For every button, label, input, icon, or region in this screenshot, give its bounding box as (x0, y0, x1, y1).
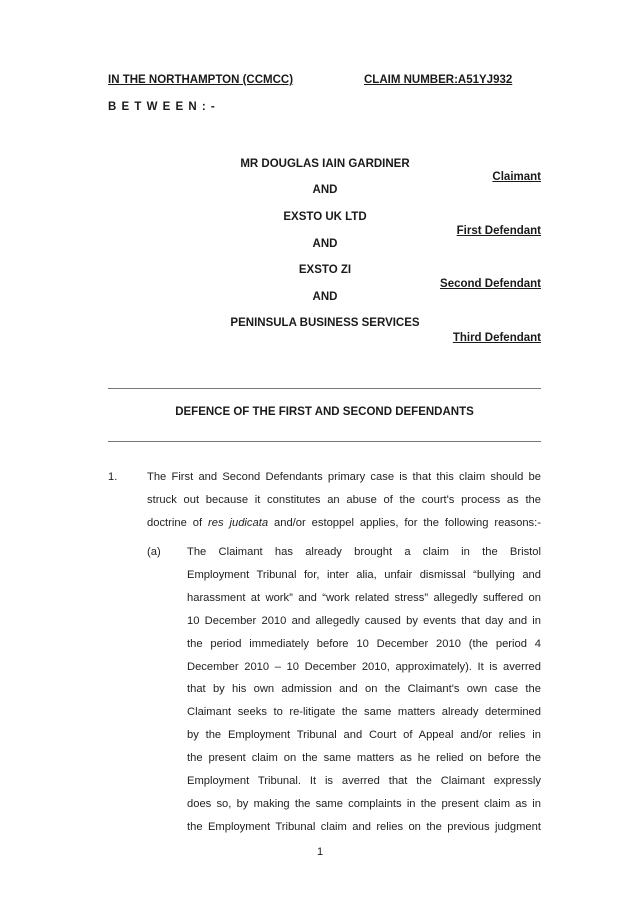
paragraph-1 (147, 466, 541, 535)
subparagraph-a-label: (a) (147, 546, 161, 558)
and-separator-3: AND (312, 291, 338, 303)
claimant-role: Claimant (492, 171, 541, 183)
paragraph-1-line-3 (147, 512, 541, 535)
claimant-name: MR DOUGLAS IAIN GARDINER (240, 158, 410, 170)
and-separator-2: AND (312, 238, 338, 250)
document-title: DEFENCE OF THE FIRST AND SECOND DEFENDANTS (175, 406, 474, 418)
claim-number: CLAIM NUMBER:A51YJ932 (364, 74, 513, 86)
and-separator-1: AND (312, 184, 338, 196)
paragraph-1-line-3-pre: doctrine of (147, 516, 209, 529)
title-top-rule (108, 388, 541, 389)
paragraph-1-line-2: struck out because it constitutes an abuse of the court's process as the (147, 493, 541, 506)
court-name: IN THE NORTHAMPTON (CCMCC) (108, 74, 294, 86)
subparagraph-a-line: harassment at work” and “work related stress” allegedly suffered on (187, 591, 541, 604)
subparagraph-a-line: that by his own admission and on the Claimant's own case the (187, 683, 541, 696)
page-number: 1 (316, 846, 324, 858)
title-bottom-rule (108, 441, 541, 442)
subparagraph-a-line: Employment Tribunal. It is averred that the Claimant expressly (187, 775, 541, 788)
first-defendant-name: EXSTO UK LTD (283, 211, 367, 223)
subparagraph-a-line: December 2010 – 10 December 2010, approximately). It is averred (187, 660, 541, 673)
third-defendant-name: PENINSULA BUSINESS SERVICES (230, 317, 420, 329)
paragraph-1-line-1: The First and Second Defendants primary case is that this claim should be (147, 471, 541, 483)
res-judicata-term: res judicata (208, 516, 269, 529)
subparagraph-a-line: 10 December 2010 and allegedly caused by events that day and in (187, 614, 541, 627)
between-heading: B E T W E E N : - (108, 101, 216, 113)
first-defendant-role: First Defendant (456, 225, 541, 237)
subparagraph-a (187, 541, 541, 839)
subparagraph-a-line: Employment Tribunal for, inter alia, unfair dismissal “bullying and (187, 568, 541, 581)
subparagraph-a-line: Claimant seeks to re-litigate the same matters already determined (187, 706, 541, 719)
third-defendant-role: Third Defendant (452, 332, 541, 344)
paragraph-1-line-3-post: and/or estoppel applies, for the following reasons:- (268, 516, 541, 529)
subparagraph-a-line: the Employment Tribunal claim and relies on the previous judgment (187, 820, 541, 833)
subparagraph-a-line: the period immediately before 10 December 2010 (the period 4 (187, 637, 541, 650)
second-defendant-name: EXSTO ZI (298, 264, 352, 276)
subparagraph-a-line: does so, by making the same complaints in the present claim as in (187, 797, 541, 810)
paragraph-1-number: 1. (108, 471, 118, 483)
second-defendant-role: Second Defendant (440, 278, 541, 290)
subparagraph-a-line: by the Employment Tribunal and Court of Appeal and/or relies in (187, 729, 541, 742)
subparagraph-a-line: the present claim on the same matters as he relied on before the (187, 752, 541, 765)
subparagraph-a-line: The Claimant has already brought a claim in the Bristol (187, 546, 541, 558)
